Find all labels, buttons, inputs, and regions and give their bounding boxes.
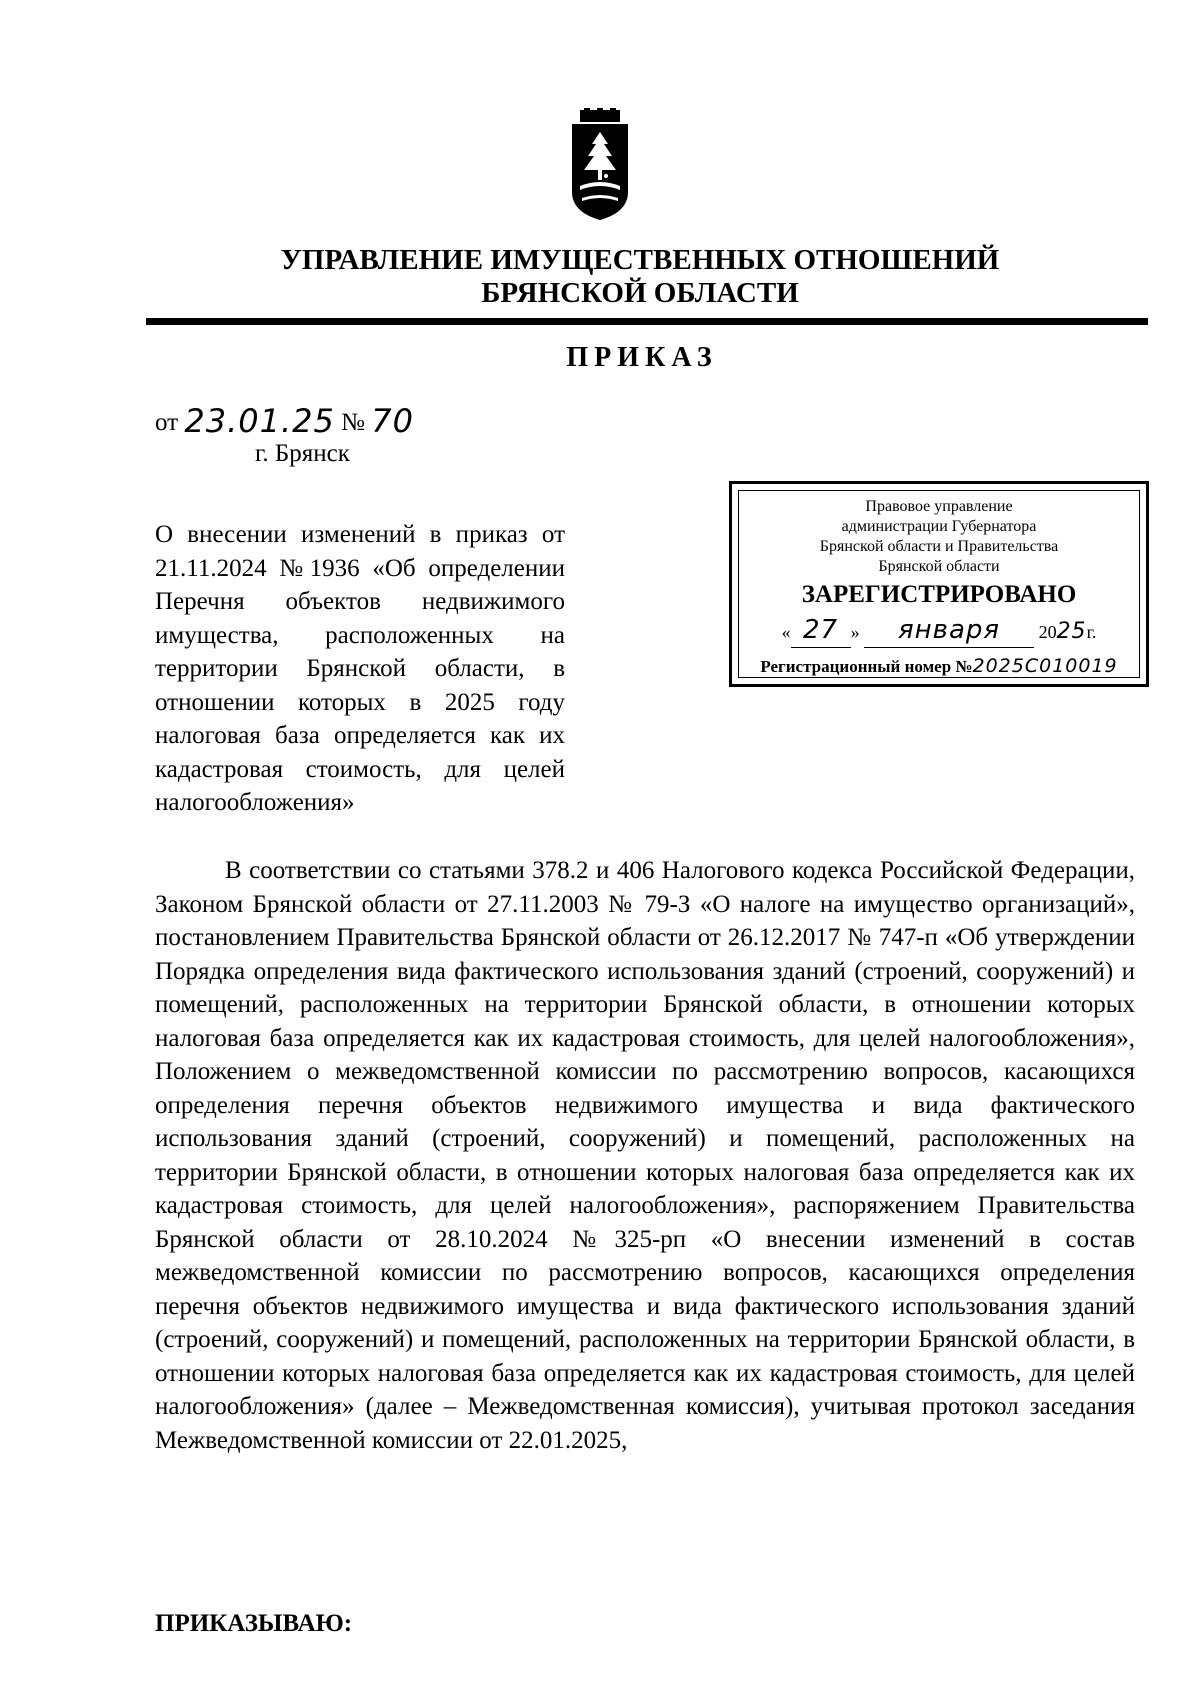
stamp-month: января: [864, 613, 1034, 648]
registration-stamp: [729, 481, 1149, 687]
document-subject: О внесении изменений в приказ от 21.11.2024 №1936 «Об определении Перечня объектов недвижимого имущества, расположенных на территории Брянской области, в отношении которых в 2025 году налоговая база определяется как их кадастровая стоимость, для целей налогообложения»: [155, 521, 565, 816]
stamp-year-prefix: 20: [1038, 622, 1057, 642]
organization-title-line2: БРЯНСКОЙ ОБЛАСТИ: [481, 277, 799, 309]
stamp-registration-number: 2025С010019: [972, 655, 1118, 677]
number-prefix: №: [341, 409, 365, 436]
stamp-year-unit: г.: [1086, 622, 1097, 642]
date-prefix: от: [155, 409, 179, 436]
stamp-year-suffix: 25: [1056, 619, 1087, 644]
coat-of-arms-icon: [568, 108, 632, 224]
stamp-heading: ЗАРЕГИСТРИРОВАНО: [801, 581, 1077, 608]
stamp-open-quote: «: [781, 622, 791, 642]
stamp-close-quote: »: [850, 622, 860, 642]
stamp-line-4: Брянской области: [878, 558, 1000, 575]
stamp-day: 27: [791, 613, 851, 648]
stamp-line-2: администрации Губернатора: [841, 518, 1037, 535]
stamp-registration-label: Регистрационный номер №: [760, 657, 973, 676]
stamp-frame: [738, 490, 1140, 678]
stamp-date-line: [739, 613, 1139, 649]
organization-title: [160, 244, 1120, 310]
document-type: ПРИКАЗ: [566, 342, 718, 373]
organization-title-line1: УПРАВЛЕНИЕ ИМУЩЕСТВЕННЫХ ОТНОШЕНИЙ: [280, 244, 1000, 276]
stamp-line-1: Правовое управление: [865, 498, 1013, 515]
stamp-line-3: Брянской области и Правительства: [819, 538, 1059, 555]
preamble-paragraph: В соответствии со статьями 378.2 и 406 Налогового кодекса Российской Федерации, Законом Брянской области от 27.11.2003 № 79-З «О налоге на имущество организаций», постановлением Правительства Брянской области от 26.12.2017 № 747-п «Об утверждении Порядка определения вида фактического использования зданий (строений, сооружений) и помещений, расположенных на территории Брянской области, в отношении которых налоговая база определяется как их кадастровая стоимость, для целей налогообложения», Положением о межведомственной комиссии по рассмотрению вопросов, касающихся определения перечня объектов недвижимого имущества и вида фактического использования зданий (строений, сооружений) и помещений, расположенных на территории Брянской области, в отношении которых налоговая база определяется как их кадастровая стоимость, для целей налогообложения», распоряжением Правительства Брянской области от 28.10.2024 №325-рп «О внесении изменений в состав межведомственной комиссии по рассмотрению вопросов, касающихся определения перечня объектов недвижимого имущества и вида фактического использования зданий (строений, сооружений) и помещений, расположенных на территории Брянской области, в отношении которых налоговая база определяется как их кадастровая стоимость, для целей налогообложения» (далее – Межведомственная комиссия), учитывая протокол заседания Межведомственной комиссии от 22.01.2025,: [155, 857, 1135, 1454]
stamp-registration-line: [739, 651, 1139, 682]
date-number-line: [155, 402, 414, 440]
handwritten-number: 70: [371, 402, 414, 440]
handwritten-date: 23.01.25: [184, 402, 335, 440]
header-divider: [146, 318, 1148, 325]
order-directive: ПРИКАЗЫВАЮ:: [155, 1610, 353, 1637]
city: г. Брянск: [255, 440, 350, 467]
